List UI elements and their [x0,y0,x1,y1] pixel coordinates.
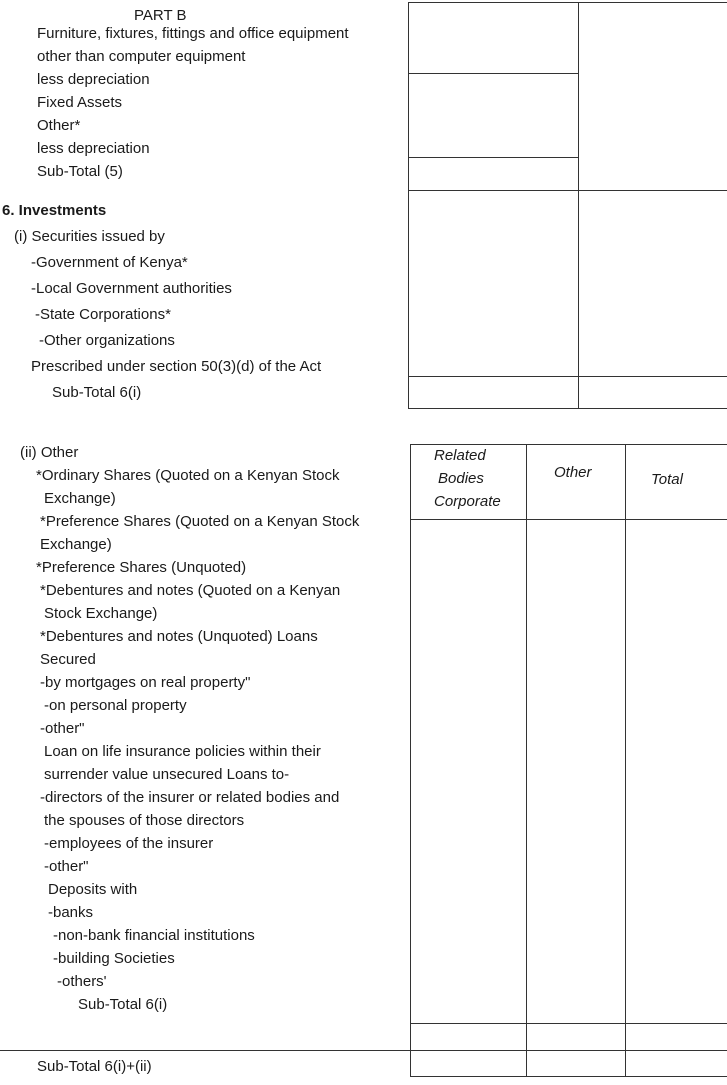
section-ii-line: Secured [40,651,96,668]
section-ii-line: surrender value unsecured Loans to- [44,766,290,783]
part-b-heading: PART B [134,7,187,24]
section-ii-line: -non-bank financial institutions [53,927,255,944]
grid-line [410,444,727,445]
col-header-total: Total [651,471,683,488]
part-b-line: Fixed Assets [37,94,123,111]
grid-line [410,444,411,1077]
section-ii-line: -on personal property [44,697,187,714]
section-ii-line: -building Societies [53,950,175,967]
part-b-subtotal: Sub-Total (5) [37,163,123,180]
grid-line [625,444,626,1077]
section-ii-line: -directors of the insurer or related bodies and [40,789,340,806]
section-ii-line: the spouses of those directors [44,812,245,829]
grid-line [408,157,578,158]
section-ii-line: Deposits with [48,881,138,898]
grid-line [410,1023,727,1024]
grand-subtotal-label: Sub-Total 6(i)+(ii) [37,1058,152,1075]
part-b-line: less depreciation [37,140,150,157]
grid-line [0,1050,727,1051]
grid-line [408,408,727,409]
grid-line [408,376,727,377]
section-ii-line: *Preference Shares (Unquoted) [36,559,247,576]
section-ii-line: (ii) Other [20,444,79,461]
section-ii-line: -by mortgages on real property" [40,674,251,691]
part-b-line: less depreciation [37,71,150,88]
section-ii-line: *Debentures and notes (Quoted on a Kenyan [40,582,341,599]
col-header-related-line: Corporate [434,493,501,510]
grid-line [408,2,727,3]
grid-line [408,2,409,409]
section-i-line: (i) Securities issued by [14,228,165,245]
section-ii-line: *Ordinary Shares (Quoted on a Kenyan Stock [36,467,340,484]
part-b-line: Other* [37,117,81,134]
grid-line [410,1076,727,1077]
grid-line [578,2,579,409]
section-i-line: -Government of Kenya* [31,254,188,271]
section-ii-line: -other" [40,720,85,737]
section-ii-line: -other" [44,858,89,875]
grid-line [408,190,727,191]
col-header-other: Other [554,464,592,481]
col-header-related-line: Related [434,447,486,464]
part-b-line: other than computer equipment [37,48,246,65]
grid-line [410,519,727,520]
section-ii-line: *Debentures and notes (Unquoted) Loans [40,628,318,645]
section-ii-subtotal: Sub-Total 6(i) [78,996,168,1013]
section-ii-line: Loan on life insurance policies within their [44,743,321,760]
section-i-line: Prescribed under section 50(3)(d) of the Act [31,358,322,375]
grid-line [408,73,578,74]
section-i-subtotal: Sub-Total 6(i) [52,384,142,401]
investments-heading: 6. Investments [2,202,107,219]
section-ii-line: Stock Exchange) [44,605,158,622]
section-ii-line: Exchange) [44,490,116,507]
section-i-line: -Other organizations [39,332,175,349]
section-i-line: -State Corporations* [35,306,171,323]
section-i-line: -Local Government authorities [31,280,232,297]
section-ii-line: *Preference Shares (Quoted on a Kenyan Stock [40,513,360,530]
col-header-related-line: Bodies [438,470,484,487]
grid-line [526,444,527,1077]
section-ii-line: -employees of the insurer [44,835,214,852]
section-ii-line: -banks [48,904,94,921]
section-ii-line: Exchange) [40,536,112,553]
part-b-line: Furniture, fixtures, fittings and office equipment [37,25,349,42]
section-ii-line: -others' [57,973,107,990]
